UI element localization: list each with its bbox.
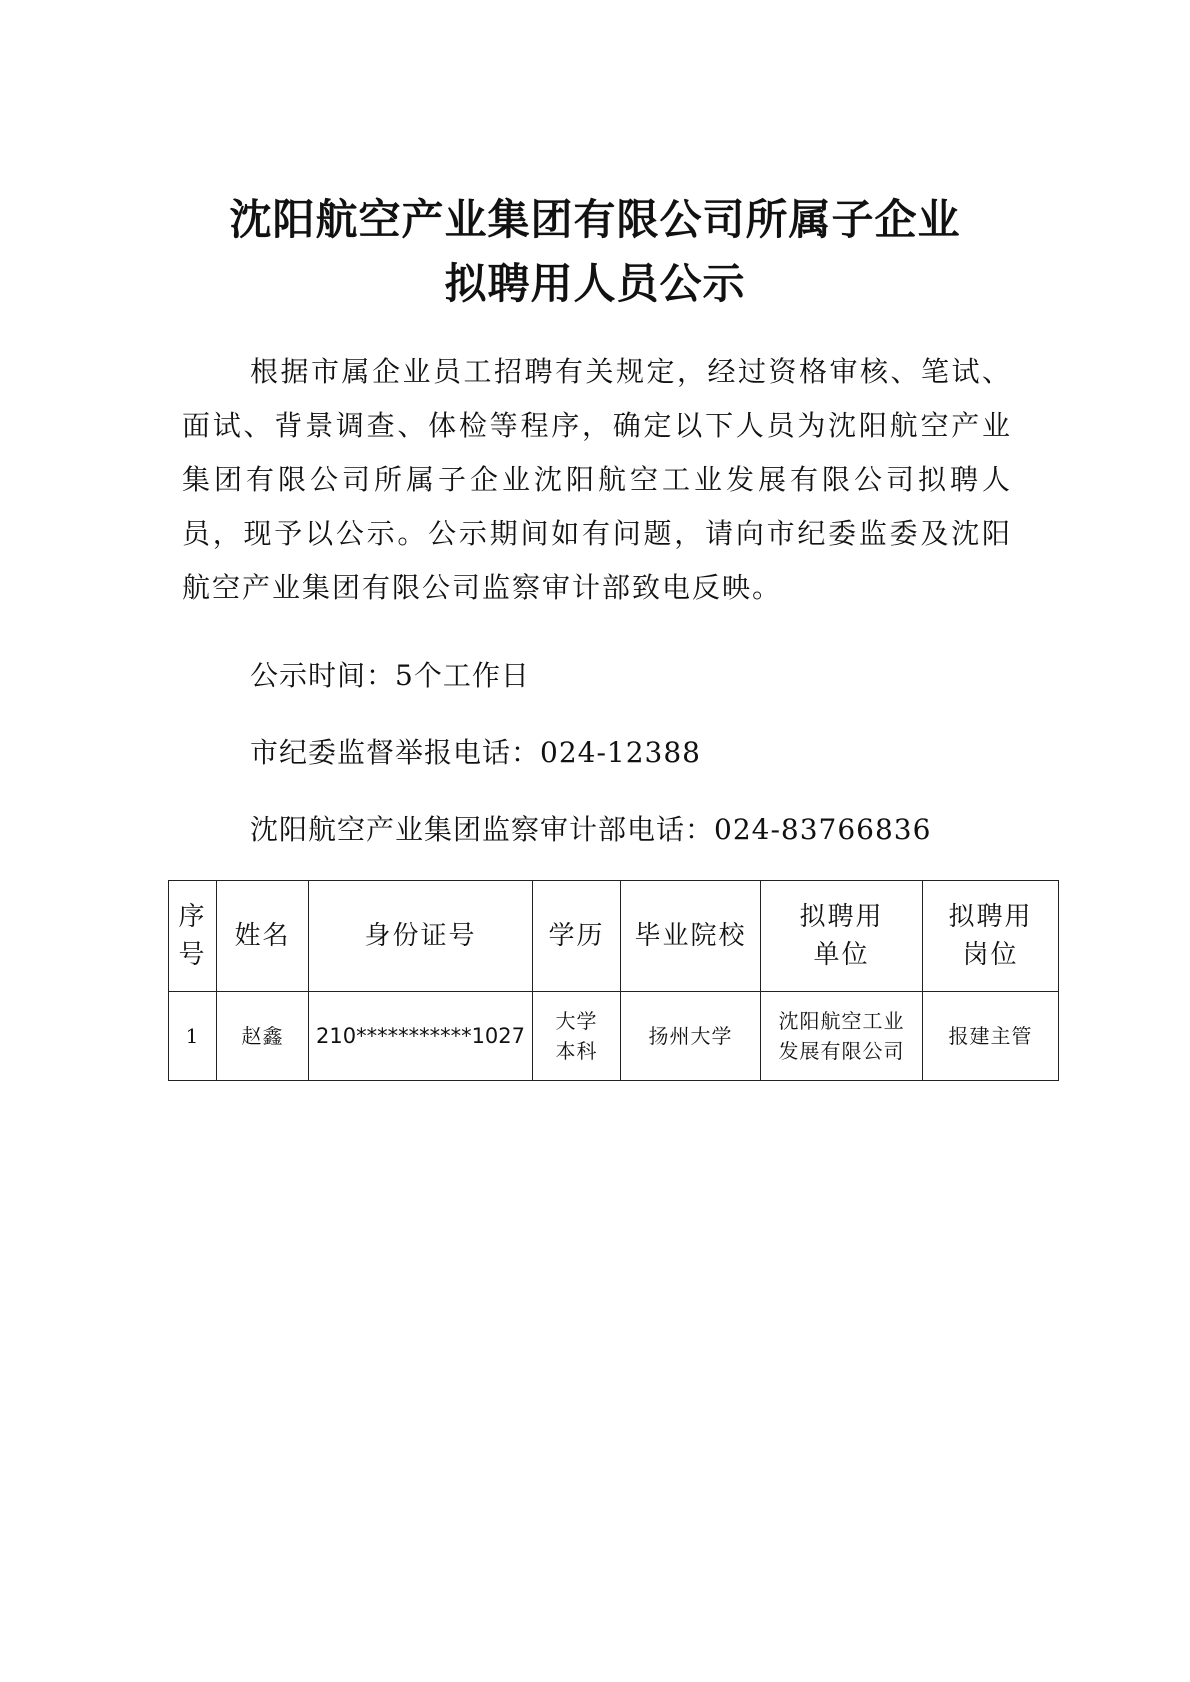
header-education: 学历 xyxy=(533,881,621,992)
table-header-row xyxy=(169,881,1059,992)
cell-hiring-unit: 沈阳航空工业 发展有限公司 xyxy=(761,992,923,1081)
cell-index: 1 xyxy=(169,992,217,1081)
discipline-hotline: 市纪委监督举报电话：024-12388 xyxy=(250,736,701,769)
hire-roster-table xyxy=(168,880,1059,1081)
cell-school: 扬州大学 xyxy=(621,992,761,1081)
header-hiring-position: 拟聘用 岗位 xyxy=(923,881,1059,992)
document-title-line-2: 拟聘用人员公示 xyxy=(444,259,746,308)
publicity-period: 公示时间：5个工作日 xyxy=(250,659,530,692)
header-id-number: 身份证号 xyxy=(309,881,533,992)
announcement-body: 根据市属企业员工招聘有关规定，经过资格审核、笔试、面试、背景调查、体检等程序，确定以下人员为沈阳航空产业集团有限公司所属子企业沈阳航空工业发展有限公司拟聘人员，现予以公示。公示期间如有问题，请向市纪委监委及沈阳航空产业集团有限公司监察审计部致电反映。 xyxy=(182,355,1012,604)
header-hiring-unit: 拟聘用 单位 xyxy=(761,881,923,992)
header-name: 姓名 xyxy=(217,881,309,992)
cell-name: 赵鑫 xyxy=(217,992,309,1081)
cell-id-number: 210***********1027 xyxy=(309,992,533,1081)
header-index: 序 号 xyxy=(169,881,217,992)
header-school: 毕业院校 xyxy=(621,881,761,992)
cell-education: 大学 本科 xyxy=(533,992,621,1081)
cell-hiring-position: 报建主管 xyxy=(923,992,1059,1081)
table-row xyxy=(169,992,1059,1081)
document-title-line-1: 沈阳航空产业集团有限公司所属子企业 xyxy=(229,195,961,244)
audit-hotline: 沈阳航空产业集团监察审计部电话：024-83766836 xyxy=(250,813,932,846)
